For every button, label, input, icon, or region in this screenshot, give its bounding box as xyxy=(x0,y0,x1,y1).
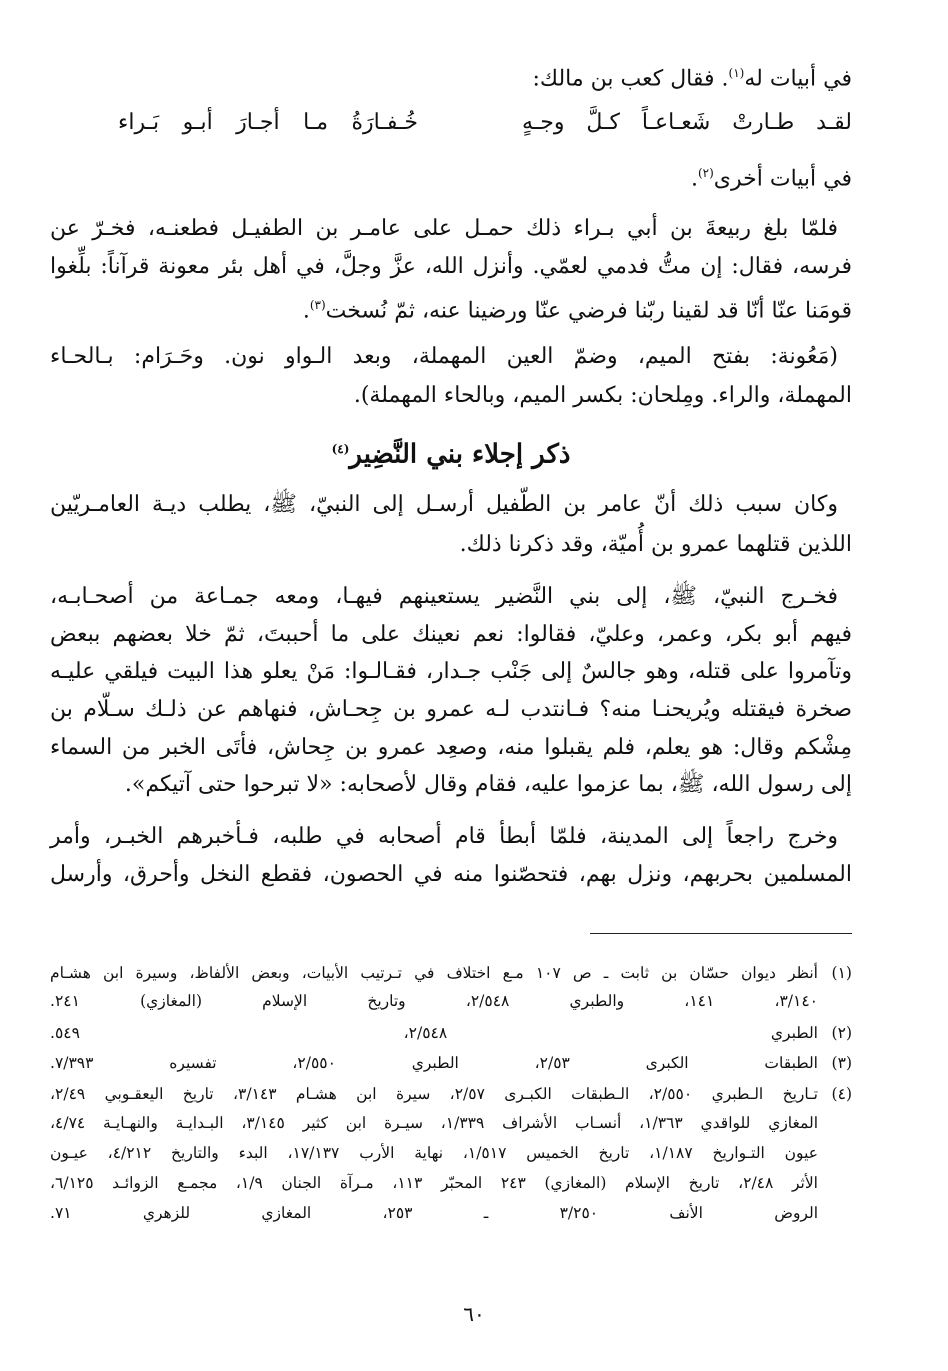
para4-line-4: صخرة فيقتله ويُريحنـا منه؟ فـانتدب لـه عمرو بن جِحـاش، فنهاهم عن ذلـك سـلّام بن xyxy=(50,697,852,722)
intro-line-1-text: في أبيات له xyxy=(744,66,852,92)
footnote-ref-3: (٣) xyxy=(309,298,326,312)
footnote-1-number: (١) xyxy=(831,964,852,982)
footnote-separator xyxy=(590,933,852,934)
footnote-ref-4: (٤) xyxy=(331,442,350,456)
footnote-4-line-3: عيون التـواريخ ١/١٨٧، تاريخ الخميس ١/٥١٧، نهاية الأرب ١٧/١٣٧، البدء والتاريخ ٤/٢١٢، عيـون xyxy=(50,1144,818,1162)
para2-line-1: (مَعُونة: بفتح الميم، وضمّ العين المهملة، وبعد الـواو نون. وحَـرَام: بـالحـاء xyxy=(50,344,838,369)
para1-line-3-end: . xyxy=(302,298,310,324)
para4-line-5: مِشْكم وقال: هو يعلم، فلم يقبلوا منه، وصعِد عمرو بن جِحاش، فأتَى الخبر من السماء xyxy=(50,735,852,760)
footnote-2-text: الطبري ٢/٥٤٨، ٥٤٩. xyxy=(50,1024,818,1042)
footnote-1-line-1 xyxy=(50,962,852,984)
intro-line-3-end: . xyxy=(690,166,698,192)
footnote-ref-2: (٢) xyxy=(697,166,714,180)
para4-line-6: إلى رسول الله، ﷺ، بما عزموا عليه، فقام وقال لأصحابه: «لا تبرحوا حتى آتيكم». xyxy=(124,772,852,797)
para5-line-2: المسلمين بحربهم، ونزل بهم، فتحصّنوا منه في الحصون، فقطع النخل وأحرق، وأرسل xyxy=(50,862,852,887)
footnote-3-number: (٣) xyxy=(831,1054,852,1072)
verse-hemistich-left: خُـفـارَةُ مـا أجـارَ أبـو بَـراء xyxy=(118,110,418,135)
footnote-ref-1: (١) xyxy=(728,66,745,80)
footnote-1-text: أنظر ديوان حسّان بن ثابت ـ ص ١٠٧ مـع اختلاف في تـرتيب الأبيات، وبعض الألفاظ، وسيرة ابن هشـام xyxy=(50,964,818,982)
footnote-4-line-1 xyxy=(50,1083,852,1105)
footnote-4-line-2: المغازي للواقدي ١/٣٦٣، أنسـاب الأشراف ١/٣٣٩، سيـرة ابن كثير ٣/١٤٥، البـدايـة والنهـايـة ٤/٧٤، xyxy=(50,1114,818,1132)
intro-line-1-rest: . فقال كعب بن مالك: xyxy=(532,66,729,92)
footnote-4-number: (٤) xyxy=(831,1085,852,1103)
footnote-4-text: تـاريخ الـطبري ٢/٥٥٠، الـطبقات الكبـرى ٢/٥٧، سيرة ابن هشـام ٣/١٤٣، تاريخ اليعقـوبي ٢/٤٩، xyxy=(50,1085,818,1103)
verse-hemistich-right: لقـد طـارتْ شَعـاعـاً كـلَّ وجـهٍ xyxy=(522,110,852,135)
footnote-4-line-4: الأثر ٢/٤٨، تاريخ الإسلام (المغازي) ٢٤٣ المحبّر ١١٣، مـرآة الجنان ١/٩، مجمـع الزوائـد ٦/١٢٥، xyxy=(50,1174,818,1192)
para4-line-2: فيهم أبو بكر، وعمر، وعليّ، فقالوا: نعم نعينك على ما أحببتَ، ثمّ خلا بعضهم ببعض xyxy=(50,622,852,647)
para1-line-3 xyxy=(50,290,852,326)
para1-line-3-text: قومَنا عنّا أنّا قد لقينا ربّنا فرضي عنّا ورضينا عنه، ثمّ نُسخت xyxy=(325,298,852,324)
footnote-1-line-2: ٣/١٤٠، ١٤١، والطبري ٢/٥٤٨، وتاريخ الإسلام (المغازي) ٢٤١. xyxy=(50,992,819,1010)
para1-line-1: فلمّا بلغ ربيعةَ بن أبي بـراء ذلك حمـل على عامـر بن الطفيـل فطعنـه، فخـرّ عن xyxy=(50,216,838,241)
footnote-2 xyxy=(50,1022,852,1044)
footnote-2-number: (٢) xyxy=(831,1024,852,1042)
footnote-4-line-5: الروض الأنف ٣/٢٥٠ ـ ٢٥٣، المغازي للزهري ٧١. xyxy=(50,1204,819,1222)
para4-line-3: وتآمروا على قتله، وهو جالسٌ إلى جَنْب جـدار، فقـالـوا: مَنْ يعلو هذا البيت فيلقي عليـه xyxy=(50,659,852,684)
para3-line-1: وكان سبب ذلك أنّ عامر بن الطّفيل أرسـل إلى النبيّ، ﷺ، يطلب ديـة العامـريّين xyxy=(50,492,838,517)
footnote-3-text: الطبقات الكبرى ٢/٥٣، الطبري ٢/٥٥٠، تفسيره ٧/٣٩٣. xyxy=(50,1054,818,1072)
intro-line-3-text: في أبيات أخرى xyxy=(713,166,852,192)
para1-line-2: فرسه، فقال: إن متُّ فدمي لعمّي. وأنزل الله، عزَّ وجلَّ، في أهل بئر معونة قرآناً: بلِّغوا xyxy=(50,254,852,279)
page-number: ٦٠ xyxy=(463,1302,485,1326)
section-heading-text: ذكر إجلاء بني النَّضِير xyxy=(349,439,571,470)
para2-line-2: المهملة، والراء. ومِلحان: بكسر الميم، وبالحاء المهملة). xyxy=(353,383,852,408)
footnote-3 xyxy=(50,1052,852,1074)
para3-line-2: اللذين قتلهما عمرو بن أُميّة، وقد ذكرنا ذلك. xyxy=(459,532,852,557)
intro-line-3 xyxy=(50,158,852,194)
intro-line-1 xyxy=(50,58,852,94)
para5-line-1: وخرج راجعاً إلى المدينة، فلمّا أبطأ قام أصحابه في طلبه، فـأخبرهم الخبـر، وأمر xyxy=(50,824,838,849)
para4-line-1: فخـرج النبيّ، ﷺ، إلى بني النَّضير يستعينهم فيهـا، ومعه جمـاعة من أصحـابـه، xyxy=(50,584,838,609)
section-heading xyxy=(50,432,852,472)
